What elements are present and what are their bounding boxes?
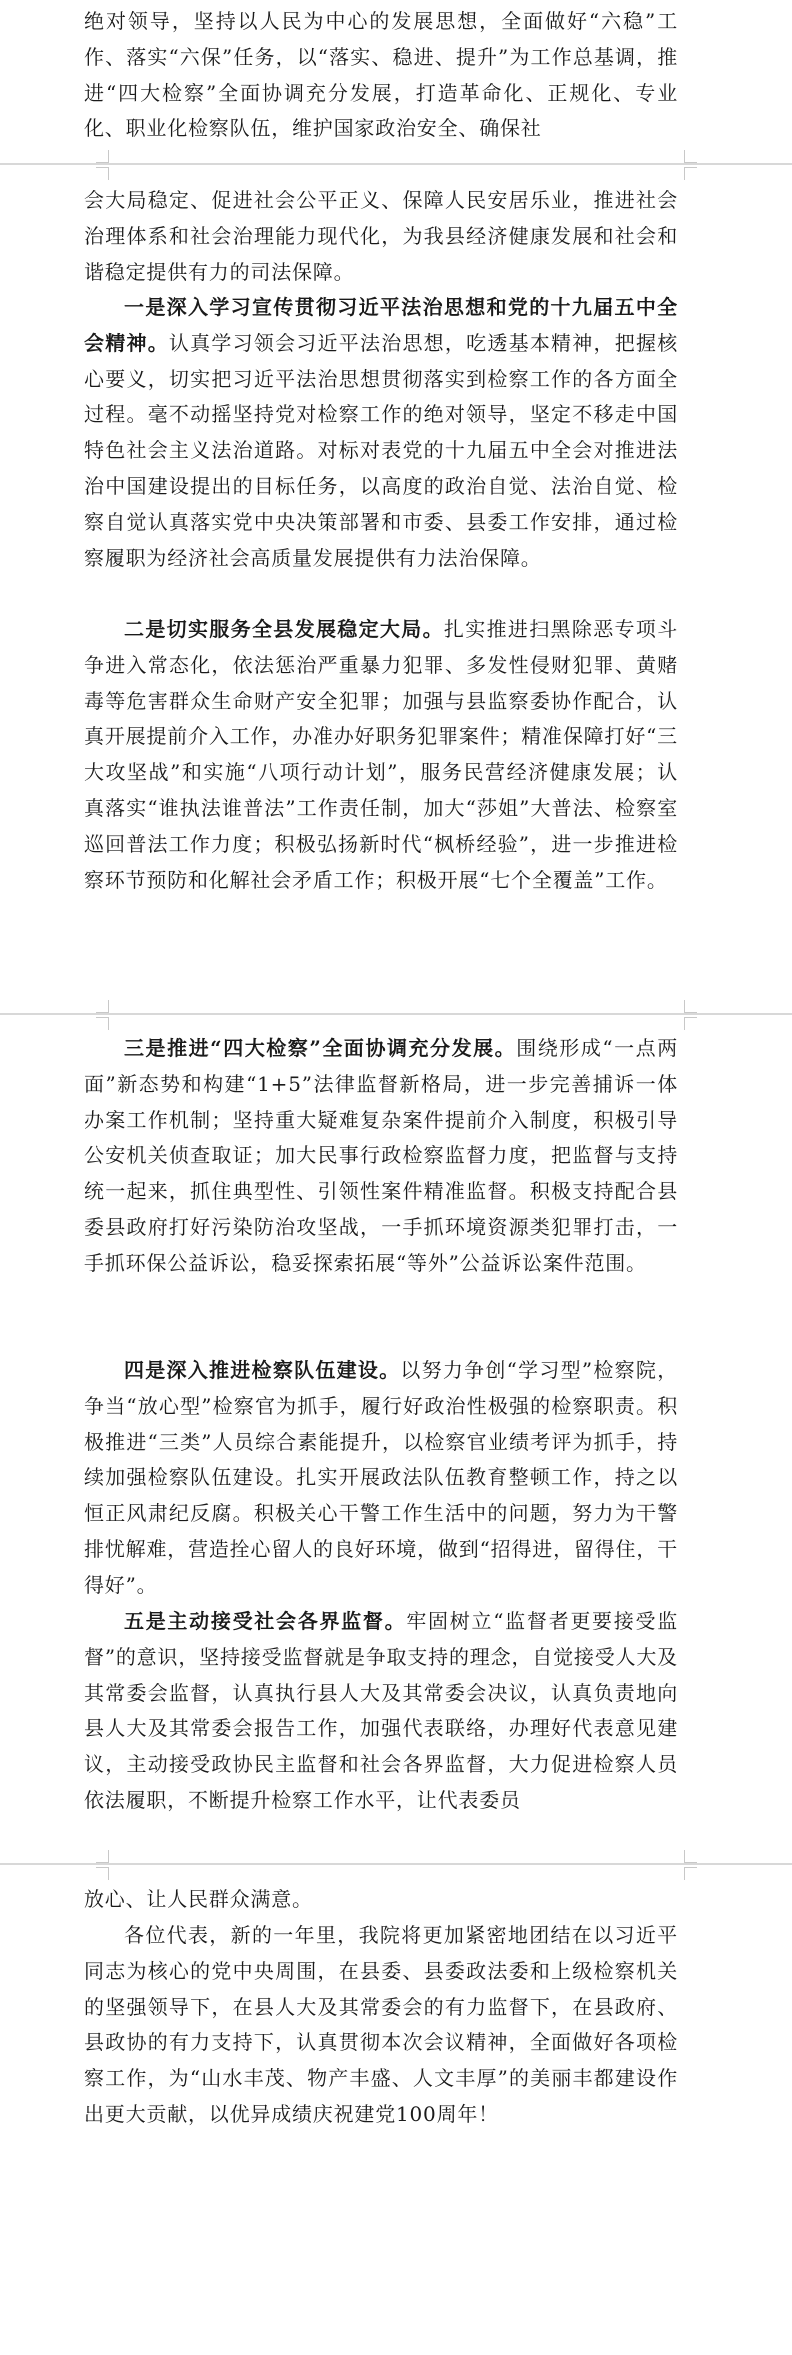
page-corner-mark	[684, 1850, 697, 1863]
paragraph-heading: 四是深入推进检察队伍建设。	[124, 1358, 401, 1382]
page-corner-mark	[96, 1017, 109, 1030]
paragraph-point-4	[84, 1353, 678, 1604]
paragraph-continuation: 放心、让人民群众满意。	[84, 1887, 313, 1911]
paragraph-heading: 三是推进“四大检察”全面协调充分发展。	[124, 1036, 517, 1060]
paragraph-point-5	[84, 1604, 678, 1819]
paragraph-body: 以努力争创“学习型”检察院，争当“放心型”检察官为抓手，履行好政治性极强的检察职责。积极推进“三类”人员综合素能提升，以检察官业绩考评为抓手，持续加强检察队伍建设。扎实开展政法队伍教育整顿工作，持之以恒正风肃纪反腐。积极关心干警工作生活中的问题，努力为干警排忧解难，营造拴心留人的良好环境，做到“招得进，留得住，干得好”。	[84, 1358, 678, 1597]
paragraph-point-3	[84, 1031, 678, 1282]
paragraph-continuation: 绝对领导，坚持以人民为中心的发展思想，全面做好“六稳”工作、落实“六保”任务，以“落实、稳进、提升”为工作总基调，推进“四大检察”全面协调充分发展，打造革命化、正规化、专业化、职业化检察队伍，维护国家政治安全、确保社	[84, 9, 678, 141]
paragraph-point-1	[84, 290, 678, 576]
page-corner-mark	[96, 167, 109, 180]
paragraph-point-2	[84, 612, 678, 898]
page-corner-mark	[96, 150, 109, 163]
page-corner-mark	[684, 167, 697, 180]
page-break-line-1	[0, 163, 792, 165]
paragraph-heading: 二是切实服务全县发展稳定大局。	[124, 617, 444, 641]
paragraph-body: 认真学习领会习近平法治思想，吃透基本精神，把握核心要义，切实把习近平法治思想贯彻落实到检察工作的各方面全过程。毫不动摇坚持党对检察工作的绝对领导，坚定不移走中国特色社会主义法治道路。对标对表党的十九届五中全会对推进法治中国建设提出的目标任务，以高度的政治自觉、法治自觉、检察自觉认真落实党中央决策部署和市委、县委工作安排，通过检察履职为经济社会高质量发展提供有力法治保障。	[84, 330, 678, 570]
paragraph-body: 围绕形成“一点两面”新态势和构建“1+5”法律监督新格局，进一步完善捕诉一体办案工作机制；坚持重大疑难复杂案件提前介入制度，积极引导公安机关侦查取证；加大民事行政检察监督力度，把监督与支持统一起来，抓住典型性、引领性案件精准监督。积极支持配合县委县政府打好污染防治攻坚战，一手抓环境资源类犯罪打击，一手抓环保公益诉讼，稳妥探索拓展“等外”公益诉讼案件范围。	[84, 1036, 679, 1275]
paragraph-heading: 五是主动接受社会各界监督。	[124, 1609, 407, 1633]
page-corner-mark	[684, 1867, 697, 1880]
page-corner-mark	[684, 1000, 697, 1013]
page-break-line-3	[0, 1863, 792, 1865]
page-break-line-2	[0, 1013, 792, 1015]
paragraph-continuation: 会大局稳定、促进社会公平正义、保障人民安居乐业，推进社会治理体系和社会治理能力现代化，为我县经济健康发展和社会和谐稳定提供有力的司法保障。	[84, 188, 678, 284]
paragraph-heading: 一是深入学习宣传贯彻习近平法治思想和党的十九届五中全会精神。	[84, 295, 678, 355]
page-corner-mark	[684, 150, 697, 163]
page-corner-mark	[96, 1867, 109, 1880]
paragraph-closing: 各位代表，新的一年里，我院将更加紧密地团结在以习近平同志为核心的党中央周围，在县委、县委政法委和上级检察机关的坚强领导下，在县人大及其常委会的有力监督下，在县政府、县政协的有力支持下，认真贯彻本次会议精神，全面做好各项检察工作，为“山水丰茂、物产丰盛、人文丰厚”的美丽丰都建设作出更大贡献，以优异成绩庆祝建党100周年！	[84, 1923, 678, 2126]
paragraph-body: 牢固树立“监督者更要接受监督”的意识，坚持接受监督就是争取支持的理念，自觉接受人大及其常委会监督，认真执行县人大及其常委会决议，认真负责地向县人大及其常委会报告工作，加强代表联络，办理好代表意见建议，主动接受政协民主监督和社会各界监督，大力促进检察人员依法履职，不断提升检察工作水平，让代表委员	[84, 1609, 678, 1812]
page-corner-mark	[96, 1000, 109, 1013]
paragraph-body: 扎实推进扫黑除恶专项斗争进入常态化，依法惩治严重暴力犯罪、多发性侵财犯罪、黄赌毒等危害群众生命财产安全犯罪；加强与县监察委协作配合，认真开展提前介入工作，办准办好职务犯罪案件；精准保障打好“三大攻坚战”和实施“八项行动计划”，服务民营经济健康发展；认真落实“谁执法谁普法”工作责任制，加大“莎姐”大普法、检察室巡回普法工作力度；积极弘扬新时代“枫桥经验”，进一步推进检察环节预防和化解社会矛盾工作；积极开展“七个全覆盖”工作。	[84, 617, 678, 892]
page-corner-mark	[684, 1017, 697, 1030]
page-corner-mark	[96, 1850, 109, 1863]
